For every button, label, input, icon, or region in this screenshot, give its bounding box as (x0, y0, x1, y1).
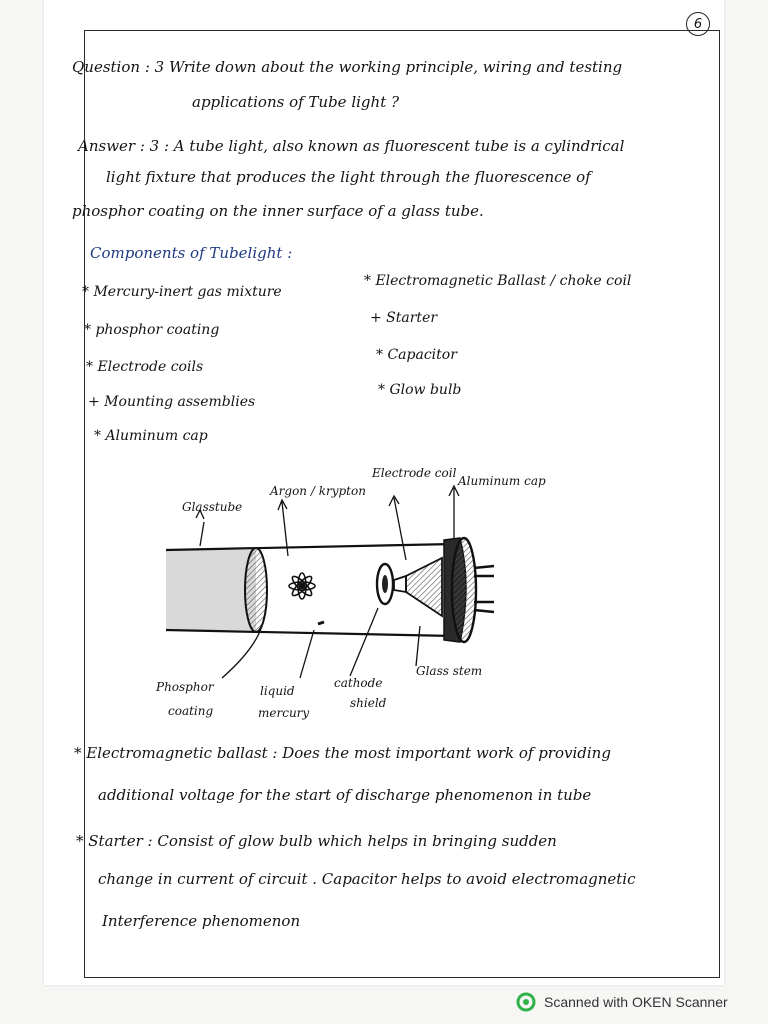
components-heading: Components of Tubelight : (90, 244, 293, 262)
answer-line-1: Answer : 3 : A tube light, also known as fluorescent tube is a cylindrical (78, 137, 625, 155)
component-item: * Capacitor (376, 347, 457, 363)
argon-symbol (289, 573, 315, 599)
tube-light-diagram (44, 440, 724, 740)
label-argon-krypton: Argon / krypton (270, 484, 366, 498)
note-line: * Starter : Consist of glow bulb which helps in bringing sudden (76, 832, 557, 850)
label-liquid: liquid (260, 684, 295, 698)
question-line-2: applications of Tube light ? (192, 93, 400, 111)
note-line: Interference phenomenon (102, 912, 301, 930)
component-item: * Aluminum cap (94, 428, 208, 444)
electrode-coil-center (382, 575, 388, 593)
component-item: * Electrode coils (86, 359, 204, 375)
answer-line-3: phosphor coating on the inner surface of a glass tube. (72, 202, 484, 220)
note-line: additional voltage for the start of discharge phenomenon in tube (98, 786, 592, 804)
glass-stem (394, 576, 406, 592)
label-glass-stem: Glass stem (416, 664, 483, 678)
scanner-watermark (516, 990, 728, 1014)
label-cathode: cathode (334, 676, 383, 690)
note-line: change in current of circuit . Capacitor helps to avoid electromagnetic (98, 870, 636, 888)
stem-cone (406, 558, 442, 616)
answer-line-2: light fixture that produces the light through the fluorescence of (106, 168, 591, 186)
mercury-drop (318, 622, 324, 624)
label-phosphor: Phosphor (156, 680, 214, 694)
scanner-label: Scanned with OKEN Scanner (544, 994, 728, 1010)
component-item: + Mounting assemblies (88, 394, 256, 410)
component-item: * Electromagnetic Ballast / choke coil (364, 273, 632, 289)
label-mercury: mercury (258, 706, 310, 720)
scanner-logo-icon (516, 992, 536, 1012)
label-shield: shield (350, 696, 387, 710)
glass-shading (166, 550, 256, 630)
component-item: * Glow bulb (378, 382, 462, 398)
note-line: * Electromagnetic ballast : Does the most important work of providing (74, 744, 611, 762)
aluminum-cap (452, 538, 476, 642)
page-number: 6 (686, 12, 710, 36)
question-line-1: Question : 3 Write down about the working principle, wiring and testing (72, 58, 623, 76)
label-coating: coating (168, 704, 214, 718)
notebook-page (44, 0, 724, 985)
label-electrode-coil: Electrode coil (372, 466, 457, 480)
label-aluminum-cap: Aluminum cap (458, 474, 546, 488)
component-item: * phosphor coating (84, 322, 220, 338)
label-glass-tube: Glasstube (182, 500, 243, 514)
component-item: + Starter (370, 310, 438, 326)
component-item: * Mercury-inert gas mixture (82, 284, 282, 300)
phosphor-ellipse (245, 548, 267, 632)
